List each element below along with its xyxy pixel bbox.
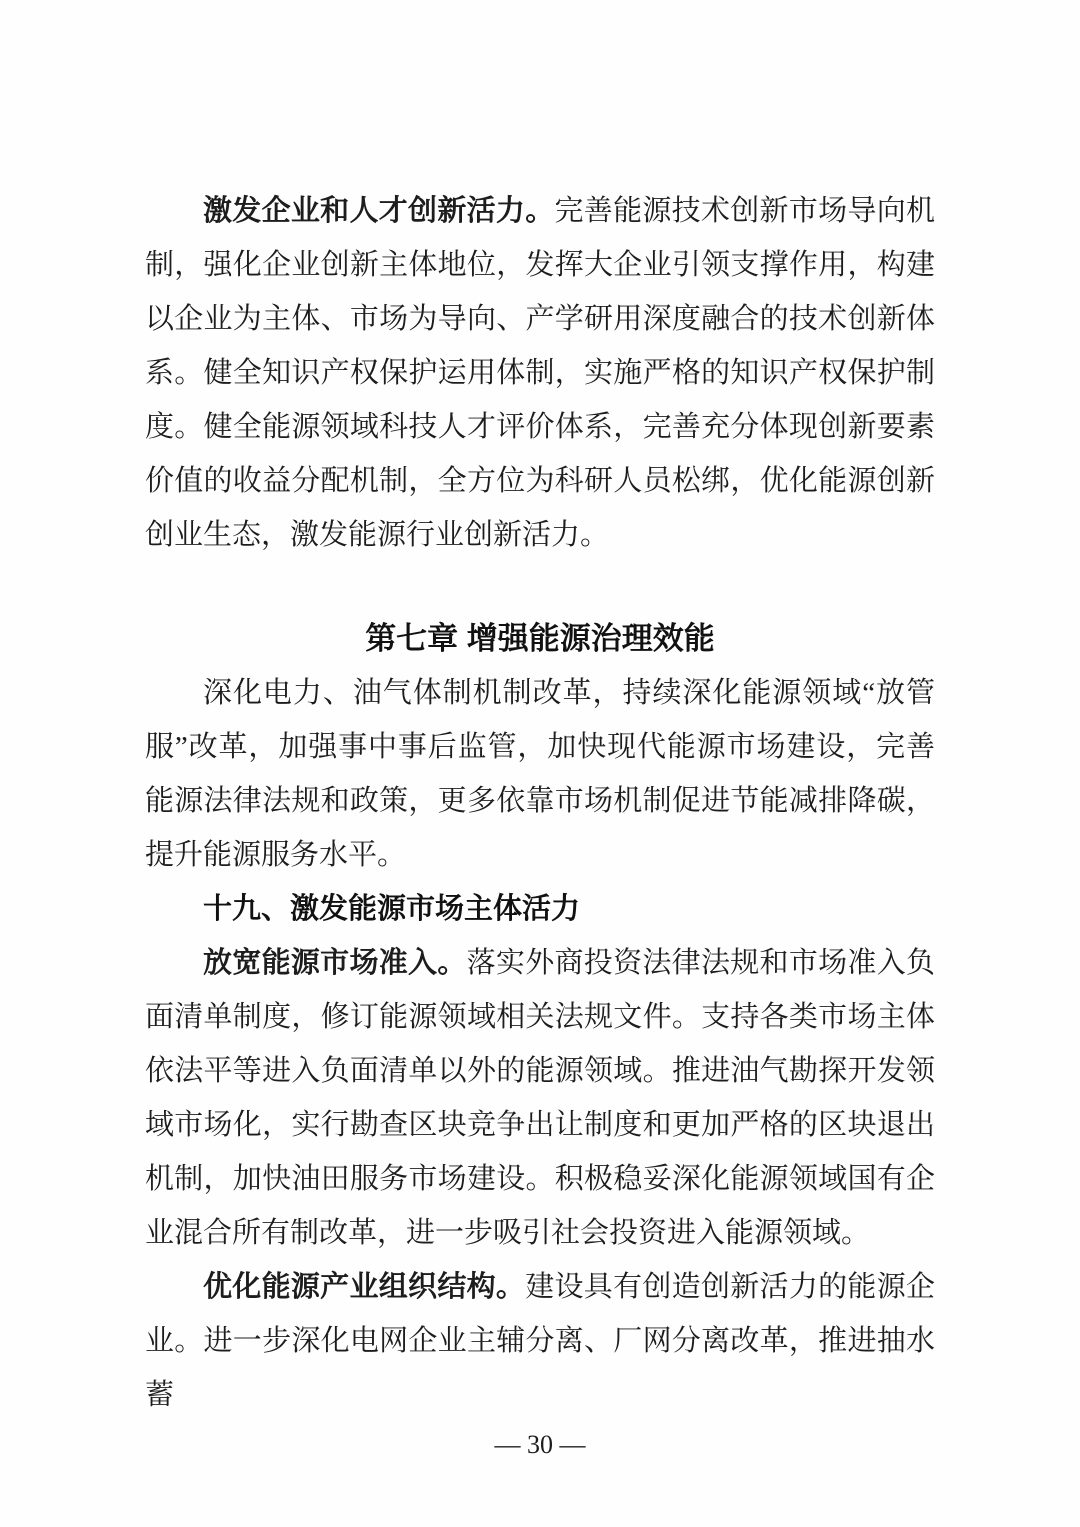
paragraph-text: 深化电力、油气体制机制改革，持续深化能源领域“放管服”改革，加强事中事后监管，加快现代能源市场建设，完善能源法律法规和政策，更多依靠市场机制促进节能减排降碳，提升能源服务水平。	[145, 677, 935, 871]
paragraph-text: 建设具有创造创新活力的能源企业。进一步深化电网企业主辅分离、厂网分离改革，推进抽水蓄	[145, 1271, 935, 1411]
document-content	[145, 184, 935, 1465]
paragraph-lead: 激发企业和人才创新活力。	[203, 195, 555, 227]
paragraph-chapter-intro	[145, 666, 935, 882]
paragraph-lead: 放宽能源市场准入。	[203, 947, 467, 979]
paragraph-industry-structure	[145, 1260, 935, 1422]
paragraph-market-access	[145, 936, 935, 1260]
paragraph-innovation-vitality	[145, 184, 935, 562]
paragraph-text: 完善能源技术创新市场导向机制，强化企业创新主体地位，发挥大企业引领支撑作用，构建以企业为主体、市场为导向、产学研用深度融合的技术创新体系。健全知识产权保护运用体制，实施严格的知识产权保护制度。健全能源领域科技人才评价体系，完善充分体现创新要素价值的收益分配机制，全方位为科研人员松绑，优化能源创新创业生态，激发能源行业创新活力。	[145, 195, 935, 551]
page-footer	[145, 1425, 935, 1465]
section-heading: 十九、激发能源市场主体活力	[203, 893, 581, 925]
page-number: — 30 —	[494, 1430, 586, 1459]
paragraph-lead: 优化能源产业组织结构。	[203, 1271, 526, 1303]
paragraph-text: 落实外商投资法律法规和市场准入负面清单制度，修订能源领域相关法规文件。支持各类市场主体依法平等进入负面清单以外的能源领域。推进油气勘探开发领域市场化，实行勘查区块竞争出让制度和更加严格的区块退出机制，加快油田服务市场建设。积极稳妥深化能源领域国有企业混合所有制改革，进一步吸引社会投资进入能源领域。	[145, 947, 935, 1249]
chapter-heading: 第七章 增强能源治理效能	[365, 621, 715, 656]
